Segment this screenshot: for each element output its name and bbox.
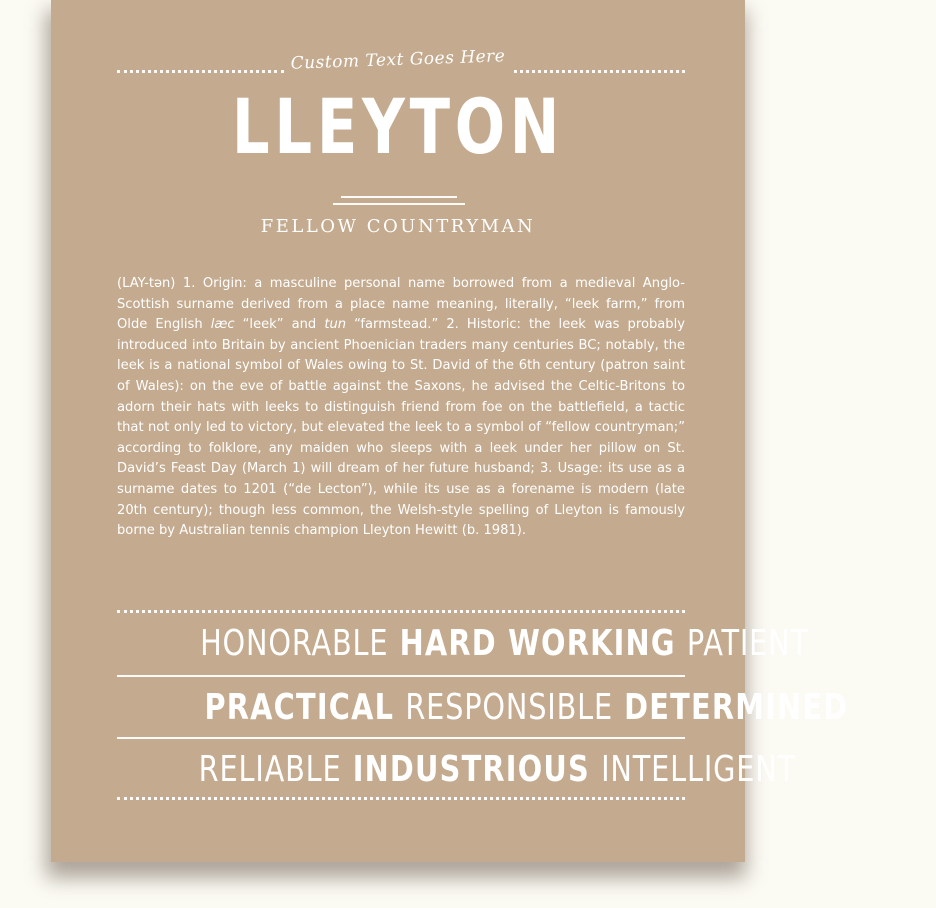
definition-word-1: læc [210,317,235,333]
trait-word: DETERMINED [624,687,849,728]
trait-word: INTELLIGENT [601,749,796,790]
title-rule-top [341,196,457,198]
trait-word: HARD WORKING [399,623,676,664]
name-meaning: FELLOW COUNTRYMAN [260,216,536,237]
trait-divider-1 [117,675,685,677]
dotted-divider-traits-bottom [117,797,685,800]
definition-word-2: tun [324,317,347,333]
trait-word: INDUSTRIOUS [352,749,590,790]
name-print [51,0,849,862]
trait-word: HONORABLE [200,623,389,664]
trait-word: RESPONSIBLE [405,687,613,728]
trait-word: PATIENT [686,623,809,664]
name-definition [117,274,685,542]
custom-text: Custom Text Goes Here [290,46,506,74]
pronunciation: (LAY-tən) [117,276,176,291]
definition-part-2: “leek” and [234,317,325,333]
dotted-divider-traits-top [117,610,685,613]
trait-word: RELIABLE [198,749,342,790]
name-title: LLEYTON [231,82,565,171]
definition-part-1: 1. Origin: a masculine personal name borrowed from a medieval Anglo-Scottish surname derived from a place name meaning, literally, “leek farm,” from Olde English [117,276,685,333]
title-rule-bottom [333,203,465,205]
trait-divider-2 [117,737,685,739]
trait-row-2 [117,686,849,730]
dotted-divider-right [514,70,685,73]
definition-part-3: “farmstead.” 2. Historic: the leek was probably introduced into Britain by ancient Phoenician traders many centuries BC; notably, the leek is a national symbol of Wales owing to St. David of the 6th century (patron saint of Wales): on the eve of battle against the Saxons, he advised the Celtic-Britons to adorn their hats with leeks to distinguish friend from foe on the battlefield, a tactic that not only led to victory, but elevated the leek to a symbol of “fellow countryman;” according to folklore, any maiden who sleeps with a leek under her pillow on St. David’s Feast Day (March 1) will dream of her future husband; 3. Usage: its use as a surname dates to 1201 (“de Lecton”), while its use as a forename is modern (late 20th century); though less common, the Welsh-style spelling of Lleyton is famously borne by Australian tennis champion Lleyton Hewitt (b. 1981). [117,317,686,539]
trait-word: PRACTICAL [204,687,395,728]
trait-row-1 [117,622,809,666]
trait-row-3 [117,748,796,792]
